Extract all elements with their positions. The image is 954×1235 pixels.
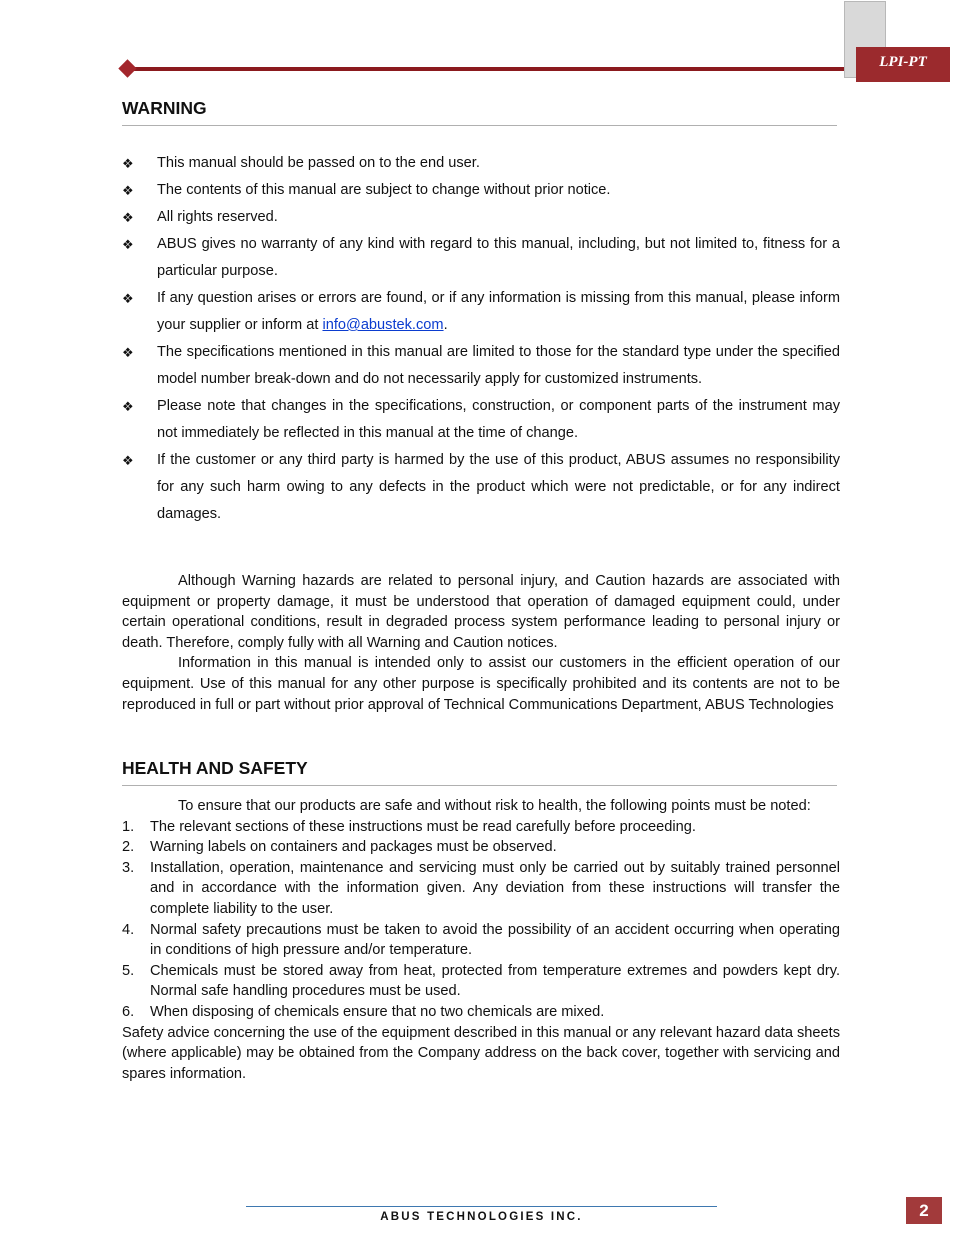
list-item: ❖ ABUS gives no warranty of any kind with regard to this manual, including, but not limited to, fitness for a particular purpose. [122, 231, 840, 285]
document-label: LPI-PT [856, 47, 950, 82]
notice-paragraphs [122, 571, 840, 715]
health-intro: To ensure that our products are safe and without risk to health, the following points must be noted: [178, 798, 811, 814]
list-item: 3. Installation, operation, maintenance and servicing must only be carried out by suitably trained personnel and in accordance with the information given. Any deviation from these instructions will transfer the complete liability to the user. [122, 859, 840, 917]
list-item: 6. When disposing of chemicals ensure that no two chemicals are mixed. [122, 1003, 605, 1020]
list-item: 4. Normal safety precautions must be taken to avoid the possibility of an accident occurring when operating in conditions of high pressure and/or temperature. [122, 921, 840, 959]
list-item: 1. The relevant sections of these instructions must be read carefully before proceeding. [122, 818, 696, 835]
health-closing: Safety advice concerning the use of the equipment described in this manual or any relevant hazard data sheets (where applicable) may be obtained from the Company address on the back cover, together with servicing and spares information. [122, 1024, 840, 1082]
warning-heading: WARNING [122, 98, 837, 126]
list-item: ❖ This manual should be passed on to the end user. [122, 150, 840, 177]
list-item: ❖ If any question arises or errors are found, or if any information is missing from this manual, please inform your supplier or inform at info@abustek.com. [122, 285, 840, 339]
header-diamond-icon [118, 59, 136, 77]
list-item: ❖ If the customer or any third party is harmed by the use of this product, ABUS assumes no responsibility for any such harm owing to any defects in the product which were not predictable, or for any indirect damages. [122, 447, 840, 528]
health-safety-heading: HEALTH AND SAFETY [122, 758, 837, 786]
footer-rule [246, 1206, 717, 1207]
list-item: ❖ The specifications mentioned in this manual are limited to those for the standard type under the specified model number break-down and do not necessarily apply for customized instruments. [122, 339, 840, 393]
list-item: 5. Chemicals must be stored away from heat, protected from temperature extremes and powders kept dry. Normal safe handling procedures must be used. [122, 962, 840, 1000]
email-link[interactable]: info@abustek.com [322, 317, 444, 333]
list-item: ❖ The contents of this manual are subject to change without prior notice. [122, 177, 840, 204]
notice-paragraph: Although Warning hazards are related to personal injury, and Caution hazards are associated with equipment or property damage, it must be understood that operation of damaged equipment could, under certain operational conditions, result in degraded process system performance leading to personal injury or death. Therefore, comply fully with all Warning and Caution notices. [122, 573, 840, 651]
page-number-badge: 2 [906, 1197, 942, 1224]
warning-bullet-list [122, 150, 840, 528]
notice-paragraph: Information in this manual is intended only to assist our customers in the efficient operation of our equipment. Use of this manual for any other purpose is specifically prohibited and its contents are not to be reproduced in full or part without prior approval of Technical Communications Department, ABUS Technologies [122, 655, 840, 713]
header-rule [128, 67, 844, 71]
footer-company-name: ABUS TECHNOLOGIES INC. [380, 1211, 583, 1223]
list-item: 2. Warning labels on containers and packages must be observed. [122, 839, 557, 856]
list-item: ❖ All rights reserved. [122, 204, 840, 231]
list-item: ❖ Please note that changes in the specifications, construction, or component parts of the instrument may not immediately be reflected in this manual at the time of change. [122, 393, 840, 447]
safety-points-list [122, 817, 840, 1023]
health-safety-body [122, 796, 840, 1084]
